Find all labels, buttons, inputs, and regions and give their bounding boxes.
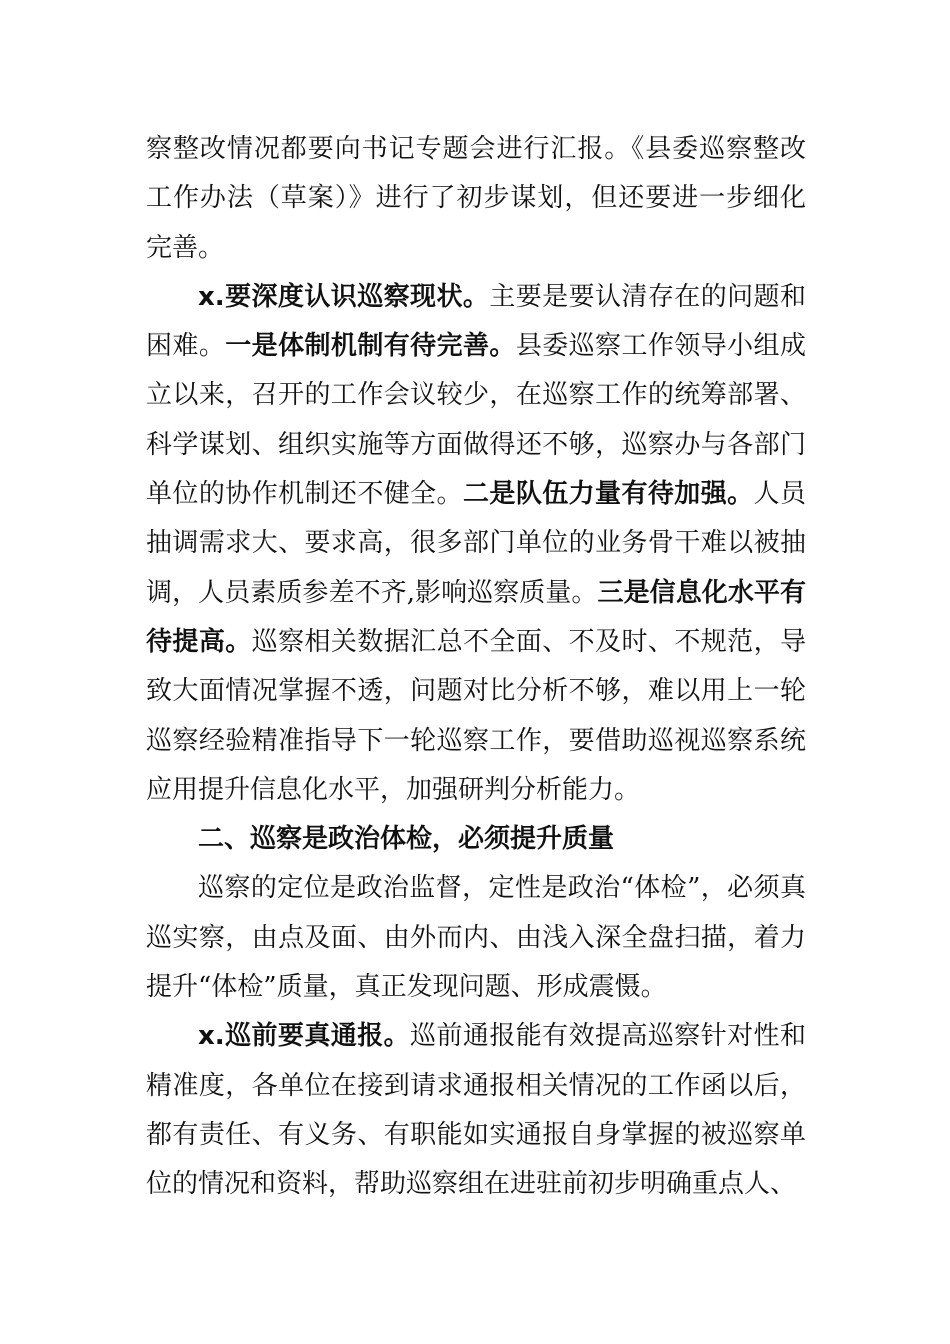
point-two-text: 人员抽调需求大、要求高，很多部门单位的业务骨干难以被抽调，人员素质参差不齐,影响巡察质量。 (146, 479, 806, 608)
point-two-heading: 二是队伍力量有待加强。 (462, 479, 754, 510)
document-page (146, 125, 806, 1210)
paragraph-text: 巡前通报能有效提高巡察针对性和精准度，各单位在接到请求通报相关情况的工作函以后，都有责任、有义务、有职能如实通报自身掌握的被巡察单位的情况和资料，帮助巡察组在进驻前初步明确重点人、 (146, 1021, 806, 1200)
paragraph-continuation: 察整改情况都要向书记专题会进行汇报。《县委巡察整改工作办法（草案）》进行了初步谋划，但还要进一步细化完善。 (146, 134, 806, 263)
paragraph-pre-inspection (146, 1012, 806, 1209)
paragraph-section-intro: 巡察的定位是政治监督，定性是政治“体检”，必须真巡实察，由点及面、由外而内、由浅入深全盘扫描，着力提升“体检”质量，真正发现问题、形成震慑。 (146, 873, 806, 1003)
point-one-text: 县委巡察工作领导小组成立以来，召开的工作会议较少，在巡察工作的统筹部署、科学谋划、组织实施等方面做得还不够，巡察办与各部门单位的协作机制还不健全。 (146, 331, 806, 510)
paragraph-inspection-status (146, 273, 806, 815)
paragraph-lead: x.要深度认识巡察现状。 (198, 281, 490, 312)
point-three-heading: 三是信息化水平有待提高。 (146, 577, 806, 657)
section-heading: 二、巡察是政治体检，必须提升质量 (198, 824, 615, 855)
point-three-text: 巡察相关数据汇总不全面、不及时、不规范，导致大面情况掌握不透，问题对比分析不够，难以用上一轮巡察经验精准指导下一轮巡察工作，要借助巡视巡察系统应用提升信息化水平，加强研判分析能力。 (146, 626, 806, 805)
paragraph-lead: x.巡前要真通报。 (198, 1021, 411, 1052)
paragraph-text: 主要是要认清存在的问题和困难。 (146, 281, 806, 362)
point-one-heading: 一是体制机制有待完善。 (225, 331, 516, 362)
